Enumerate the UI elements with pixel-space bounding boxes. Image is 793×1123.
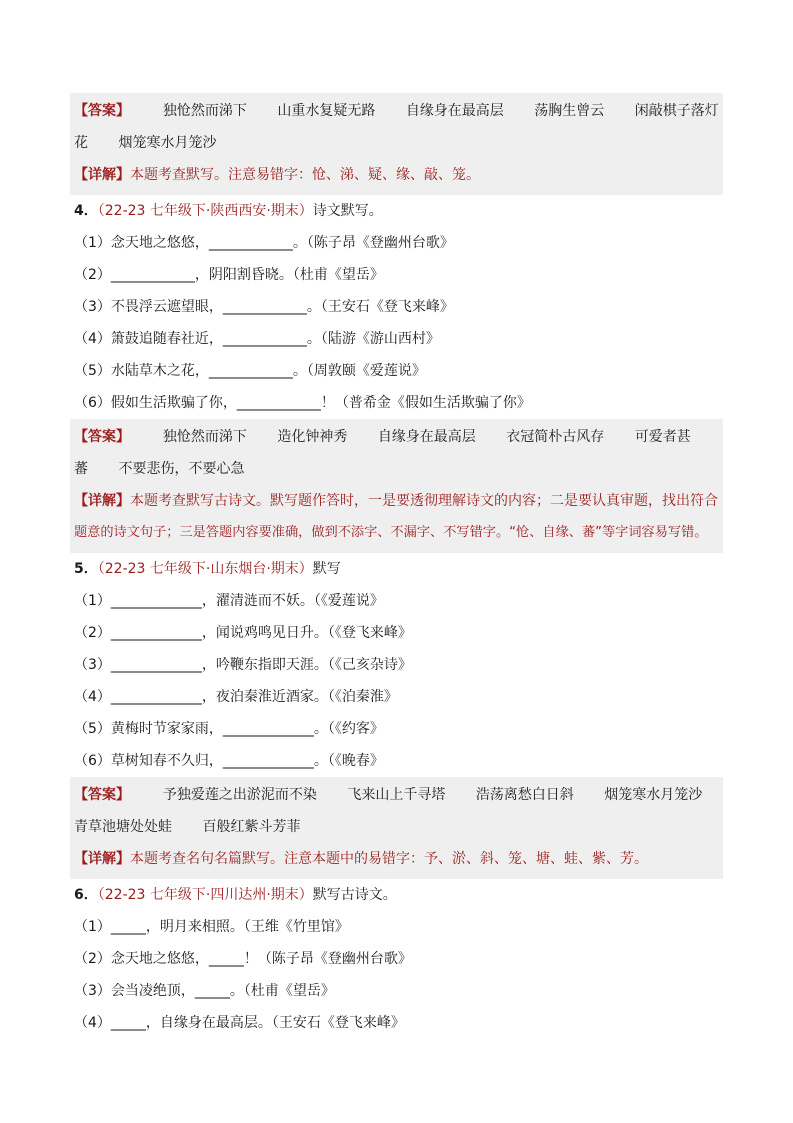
answer-line: [74, 127, 719, 159]
question-item: （5）水陆草木之花，____________。（周敦颐《爱莲说》: [74, 363, 426, 379]
answer-line: [74, 779, 719, 811]
question-item: （3）不畏浮云遮望眼，____________。（王安石《登飞来峰》: [74, 299, 454, 315]
answer-item: 可爱者甚: [634, 429, 691, 445]
question-4-header: [70, 195, 723, 227]
answer-tag: 【答案】: [74, 787, 130, 803]
question-number: 4．: [74, 203, 98, 219]
detail-line: [74, 159, 719, 191]
detail-text: 本题考查默写古诗文。默写题作答时，一是要透彻理解诗文的内容；二是要认真审题，找出符合: [130, 493, 718, 509]
answer-item: 烟笼寒水月笼沙: [118, 135, 217, 151]
detail-tag: 【详解】: [74, 851, 130, 867]
answer-tag: 【答案】: [74, 429, 130, 445]
answer-item: 花: [74, 135, 88, 151]
question-item: （2）念天地之悠悠，_____！（陈子昂《登幽州台歌》: [74, 951, 412, 967]
detail-line: [74, 485, 719, 517]
question-item: （3）会当凌绝顶，_____。（杜甫《望岳》: [74, 983, 335, 999]
question-title: 默写古诗文。: [312, 887, 397, 903]
detail-line: [74, 517, 719, 549]
question-item: （2）____________，阴阳割昏晓。（杜甫《望岳》: [74, 267, 384, 283]
answer-line: [74, 453, 719, 485]
answer-item: 荡胸生曾云: [534, 103, 605, 119]
answer-item: 独怆然而涕下: [162, 103, 247, 119]
question-source: （22-23 七年级下·四川达州·期末）: [97, 887, 313, 903]
answer-item: 不要悲伤，不要心急: [118, 461, 245, 477]
question-item: （6）假如生活欺骗了你，____________！（普希金《假如生活欺骗了你》: [74, 395, 531, 411]
question-source: （22-23 七年级下·山东烟台·期末）: [97, 561, 313, 577]
detail-tag: 【详解】: [74, 493, 130, 509]
answer-line: [74, 95, 719, 127]
detail-text: 本题考查默写。注意易错字：怆、涕、疑、缘、敲、笼。: [130, 167, 480, 183]
detail-text: 题意的诗文句子；三是答题内容要准确，做到不添字、不漏字、不写错字。“怆、自缘、蕃”等字词容易写错。: [74, 525, 708, 540]
question-number: 6．: [74, 887, 98, 903]
question-item: （5）黄梅时节家家雨，_____________。（《约客》: [74, 721, 384, 737]
answer-item: 衣冠简朴古风存: [506, 429, 605, 445]
answer-line: [74, 811, 719, 843]
document-page: [70, 93, 723, 1039]
question-item: （4）箫鼓追随春社近，____________。（陆游《游山西村》: [74, 331, 440, 347]
question-item: （3）_____________，吟鞭东指即天涯。（《己亥杂诗》: [74, 657, 412, 673]
question-number: 5．: [74, 561, 98, 577]
question-item: （6）草树知春不久归，_____________。（《晚春》: [74, 753, 384, 769]
answer-item: 青草池塘处处蛙: [74, 819, 172, 835]
detail-line: [74, 843, 719, 875]
question-item: （2）_____________，闻说鸡鸣见日升。（《登飞来峰》: [74, 625, 412, 641]
answer-item: 闲敲棋子落灯: [634, 103, 719, 119]
answer-item: 飞来山上千寻塔: [347, 787, 446, 803]
answer-box-q3: [70, 93, 723, 195]
detail-tag: 【详解】: [74, 167, 130, 183]
answer-item: 独怆然而涕下: [162, 429, 247, 445]
answer-line: [74, 421, 719, 453]
question-title: 诗文默写。: [312, 203, 383, 219]
question-source: （22-23 七年级下·陕西西安·期末）: [97, 203, 313, 219]
answer-item: 自缘身在最高层: [377, 429, 476, 445]
answer-tag: 【答案】: [74, 103, 130, 119]
answer-item: 烟笼寒水月笼沙: [604, 787, 703, 803]
question-item: （1）念天地之悠悠，____________。（陈子昂《登幽州台歌》: [74, 235, 454, 251]
question-item: （1）_____________，濯清涟而不妖。（《爱莲说》: [74, 593, 384, 609]
answer-item: 蕃: [74, 461, 88, 477]
answer-item: 予独爱莲之出淤泥而不染: [162, 787, 317, 803]
answer-item: 百般红紫斗芳菲: [202, 819, 301, 835]
question-item: （4）_____________，夜泊秦淮近酒家。（《泊秦淮》: [74, 689, 398, 705]
question-item: （1）_____，明月来相照。（王维《竹里馆》: [74, 919, 349, 935]
question-title: 默写: [312, 561, 341, 577]
answer-box-q5: [70, 777, 723, 879]
question-5-header: [70, 553, 723, 585]
answer-item: 造化钟神秀: [277, 429, 348, 445]
answer-item: 自缘身在最高层: [405, 103, 504, 119]
question-item: （4）_____，自缘身在最高层。（王安石《登飞来峰》: [74, 1015, 405, 1031]
question-6-header: [70, 879, 723, 911]
answer-item: 山重水复疑无路: [277, 103, 376, 119]
detail-text: 本题考查名句名篇默写。注意本题中的易错字：予、淤、斜、笼、塘、蛙、紫、芳。: [130, 851, 648, 867]
answer-item: 浩荡离愁白日斜: [475, 787, 574, 803]
answer-box-q4: [70, 419, 723, 553]
